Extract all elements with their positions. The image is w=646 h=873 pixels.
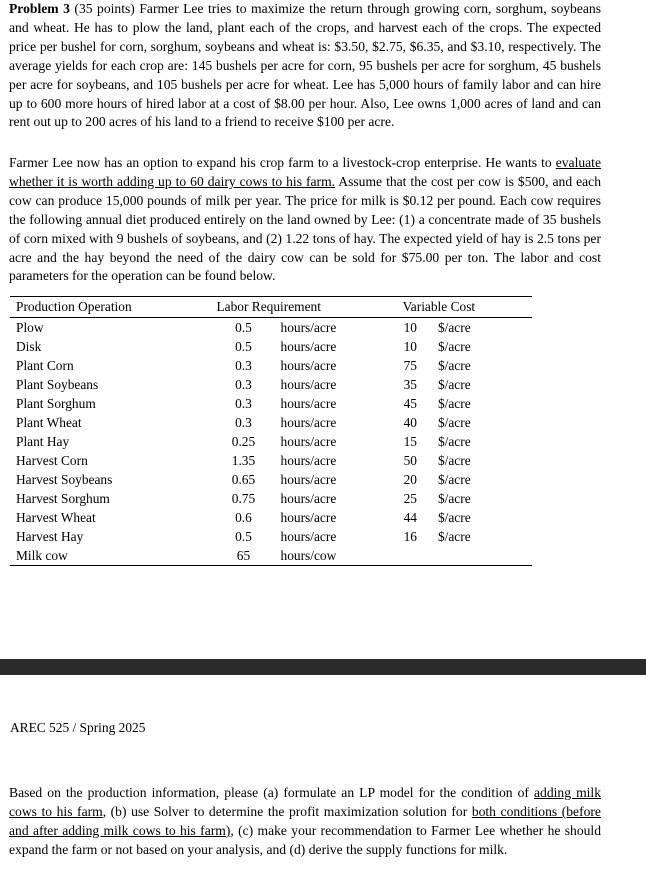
cost-unit: $/acre (437, 395, 471, 411)
labor-unit: hours/acre (280, 395, 337, 411)
tasks-underlined-2: both conditions (before and after adding milk cows to his farm) (9, 803, 601, 838)
cost-unit: $/acre (437, 528, 471, 544)
header-labor: Labor Requirement (206, 297, 382, 318)
labor-value: 0.65 (231, 471, 256, 487)
labor-value: 0.6 (235, 509, 252, 525)
cost-value: 10 (403, 319, 417, 335)
table-row (10, 318, 532, 338)
labor-unit: hours/acre (280, 528, 337, 544)
operation-name: Plow (16, 319, 44, 335)
cost-unit: $/acre (437, 509, 471, 525)
cost-unit: $/acre (437, 471, 471, 487)
cost-value: 35 (403, 376, 417, 392)
table-row (10, 356, 532, 375)
labor-unit: hours/acre (280, 338, 337, 354)
operations-table (10, 296, 532, 566)
table-header-row (10, 297, 532, 318)
operation-name: Harvest Soybeans (16, 471, 113, 487)
labor-unit: hours/acre (280, 433, 337, 449)
cost-value: 50 (403, 452, 417, 468)
cost-value: 75 (403, 357, 417, 373)
table-row (10, 451, 532, 470)
tasks-text-2: , (b) use Solver to determine the profit maximization solution for (102, 803, 472, 819)
cost-unit: $/acre (437, 433, 471, 449)
tasks-paragraph (9, 784, 601, 860)
operation-name: Harvest Hay (16, 528, 84, 544)
operation-name: Plant Hay (16, 433, 70, 449)
cost-unit: $/acre (437, 490, 471, 506)
tasks-underlined-1: adding milk cows to his farm (9, 785, 601, 819)
cost-unit: $/acre (437, 338, 471, 354)
table-row (10, 508, 532, 527)
cost-value: 25 (403, 490, 417, 506)
expansion-paragraph (9, 154, 601, 286)
cost-value: 15 (403, 433, 417, 449)
cost-value: 20 (403, 471, 417, 487)
course-footer: AREC 525 / Spring 2025 (10, 720, 146, 735)
operation-name: Plant Sorghum (16, 395, 96, 411)
labor-unit: hours/acre (280, 509, 337, 525)
expansion-underlined: evaluate whether it is worth adding up to 60 dairy cows to his farm. (9, 155, 601, 189)
table-row (10, 375, 532, 394)
labor-value: 0.3 (235, 357, 252, 373)
cost-value: 44 (403, 509, 417, 525)
expansion-text-1: Farmer Lee now has an option to expand his crop farm to a livestock-crop enterprise. He wants to (9, 155, 556, 170)
labor-unit: hours/acre (280, 490, 337, 506)
labor-value: 0.3 (235, 376, 252, 392)
cost-unit: $/acre (437, 376, 471, 392)
problem-label: Problem 3 (9, 1, 70, 16)
labor-value: 0.5 (235, 338, 252, 354)
labor-value: 65 (206, 546, 280, 566)
header-cost: Variable Cost (383, 297, 532, 318)
cost-unit: $/acre (437, 414, 471, 430)
labor-value: 0.3 (235, 395, 252, 411)
labor-unit: hours/acre (280, 452, 337, 468)
table-row (10, 489, 532, 508)
labor-unit: hours/acre (280, 357, 337, 373)
header-operation: Production Operation (10, 297, 206, 318)
operation-name: Harvest Corn (16, 452, 88, 468)
cost-unit (438, 546, 532, 566)
cost-unit: $/acre (437, 319, 471, 335)
problem-intro: Farmer Lee tries to maximize the return through growing corn, sorghum, soybeans and wheat. He has to plow the land, plant each of the crops, and harvest each of the crops. The expected price per bushel for corn, sorghum, soybeans and wheat is: $3.50, $2.75, $6.35, and $3.10, respectively. The average yields for each crop are: 145 bushels per acre for corn, 95 bushels per acre for sorghum, 45 bushels per acre for soybeans, and 105 bushels per acre for wheat. Lee has 5,000 hours of family labor and can hire up to 600 more hours of hired labor at a cost of $8.00 per hour. Also, Lee owns 1,000 acres of land and can rent out up to 200 acres of his land to a friend to receive $100 per acre. (9, 1, 602, 130)
operation-name: Harvest Wheat (16, 509, 96, 525)
table-row (10, 527, 532, 546)
table-row (10, 546, 532, 566)
problem-points: (35 points) (69, 1, 140, 16)
labor-unit: hours/acre (280, 376, 337, 392)
labor-unit: hours/acre (280, 319, 337, 335)
labor-value: 0.25 (231, 433, 256, 449)
cost-value: 45 (403, 395, 417, 411)
operation-name: Plant Soybeans (16, 376, 99, 392)
tasks-text-1: Based on the production information, please (a) formulate an LP model for the condition of (9, 785, 535, 800)
operation-name: Harvest Sorghum (16, 490, 110, 506)
problem-paragraph (9, 0, 601, 132)
cost-unit: $/acre (437, 357, 471, 373)
operation-name: Milk cow (10, 546, 206, 566)
labor-unit: hours/cow (281, 546, 383, 566)
cost-unit: $/acre (437, 452, 471, 468)
table-row (10, 337, 532, 356)
table-row (10, 470, 532, 489)
labor-unit: hours/acre (280, 471, 337, 487)
table-body (10, 318, 532, 566)
cost-value (383, 546, 438, 566)
labor-value: 0.5 (235, 319, 252, 335)
labor-value: 0.3 (235, 414, 252, 430)
labor-unit: hours/acre (280, 414, 337, 430)
tasks-text-3: , (c) make your recommendation to Farmer Lee whether he should expand the farm or not based on your analysis, and (d) derive the supply functions for milk. (9, 822, 601, 857)
labor-value: 0.5 (235, 528, 252, 544)
labor-value: 1.35 (231, 452, 256, 468)
operation-name: Plant Corn (16, 357, 74, 373)
expansion-text-2: Assume that the cost per cow is $500, and each cow can produce 15,000 pounds of milk per year. The price for milk is $0.12 per pound. Each cow requires the following annual diet produced entirely on the land owned by Lee: (1) a concentrate made of 35 bushels of corn mixed with 9 bushels of soybeans, and (2) 1.22 tons of hay. The expected yield of hay is 2.5 tons per acre and the hay beyond the need of the dairy cow can be sold for $75.00 per ton. The labor and cost parameters for the operation can be found below. (9, 173, 601, 284)
table-row (10, 413, 532, 432)
cost-value: 10 (403, 338, 417, 354)
page-divider (0, 659, 646, 675)
labor-value: 0.75 (231, 490, 256, 506)
operation-name: Disk (16, 338, 42, 354)
table-row (10, 432, 532, 451)
cost-value: 16 (403, 528, 417, 544)
operation-name: Plant Wheat (16, 414, 82, 430)
table-row (10, 394, 532, 413)
cost-value: 40 (403, 414, 417, 430)
